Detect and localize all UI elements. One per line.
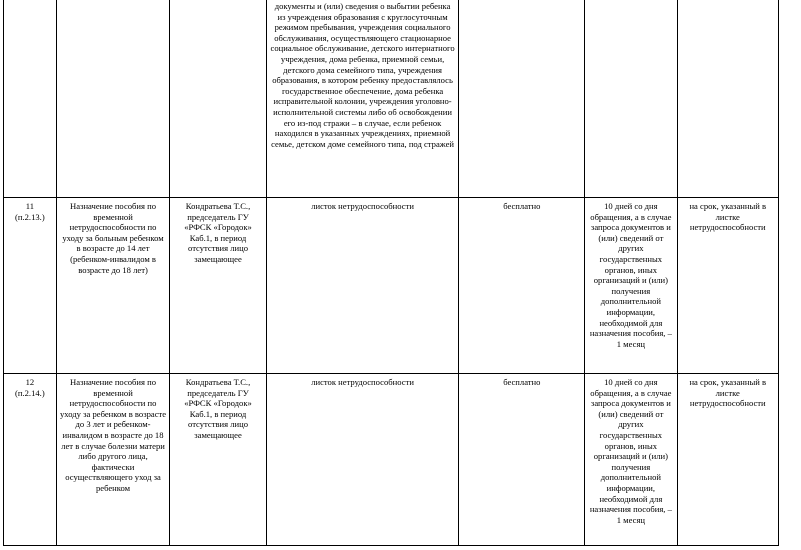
cell-fee (459, 0, 585, 198)
cell-responsible: Кондратьева Т.С., председатель ГУ «РФСК «Городок» Каб.1, в период отсутствия лицо замещающее (170, 374, 266, 546)
cell-validity (677, 0, 778, 198)
cell-responsible: Кондратьева Т.С., председатель ГУ «РФСК «Городок» Каб.1, в период отсутствия лицо замещающее (170, 198, 266, 374)
cell-term: 10 дней со дня обращения, а в случае запроса документов и (или) сведений от других государственных органов, иных организаций и (или) получения дополнительной информации, необходимой для назначения пособия, – 1 месяц (585, 374, 677, 546)
cell-validity: на срок, указанный в листке нетрудоспособности (677, 374, 778, 546)
cell-documents: листок нетрудоспособности (266, 374, 459, 546)
table-row-continued (4, 0, 779, 198)
table-row (4, 374, 779, 546)
cell-responsible (170, 0, 266, 198)
cell-number (4, 374, 57, 546)
cell-number (4, 198, 57, 374)
cell-documents: листок нетрудоспособности (266, 198, 459, 374)
table-row (4, 198, 779, 374)
row-number: 11 (25, 201, 34, 211)
cell-procedure: Назначение пособия по временной нетрудоспособности по уходу за больным ребенком в возрасте до 14 лет (ребенком-инвалидом в возрасте до 18 лет) (56, 198, 170, 374)
cell-fee: бесплатно (459, 198, 585, 374)
cell-term (585, 0, 677, 198)
cell-number (4, 0, 57, 198)
cell-procedure: Назначение пособия по временной нетрудоспособности по уходу за ребенком в возрасте до 3 лет и ребенком-инвалидом в возрасте до 18 лет в случае болезни матери либо другого лица, фактически осуществляющего уход за ребенком (56, 374, 170, 546)
row-number: 12 (25, 377, 35, 387)
cell-validity: на срок, указанный в листке нетрудоспособности (677, 198, 778, 374)
row-paragraph: (п.2.14.) (15, 387, 45, 398)
row-paragraph: (п.2.13.) (15, 211, 45, 222)
cell-documents: документы и (или) сведения о выбытии ребенка из учреждения образования с круглосуточным режимом пребывания, учреждения социального обслуживания, осуществляющего стационарное социальное обслуживание, детского интернатного учреждения, дома ребенка, приемной семьи, детского дома семейного типа, учреждения образования, в котором ребенку предоставлялось государственное обеспечение, дома ребенка исправительной колонии, учреждения уголовно-исполнительной системы либо об освобождении его из-под стражи – в случае, если ребенок находился в указанных учреждениях, приемной семье, детском доме семейного типа, под стражей (266, 0, 459, 198)
procedures-table (3, 0, 779, 546)
cell-term: 10 дней со дня обращения, а в случае запроса документов и (или) сведений от других государственных органов, иных организаций и (или) получения дополнительной информации, необходимой для назначения пособия, – 1 месяц (585, 198, 677, 374)
cell-procedure (56, 0, 170, 198)
cell-fee: бесплатно (459, 374, 585, 546)
